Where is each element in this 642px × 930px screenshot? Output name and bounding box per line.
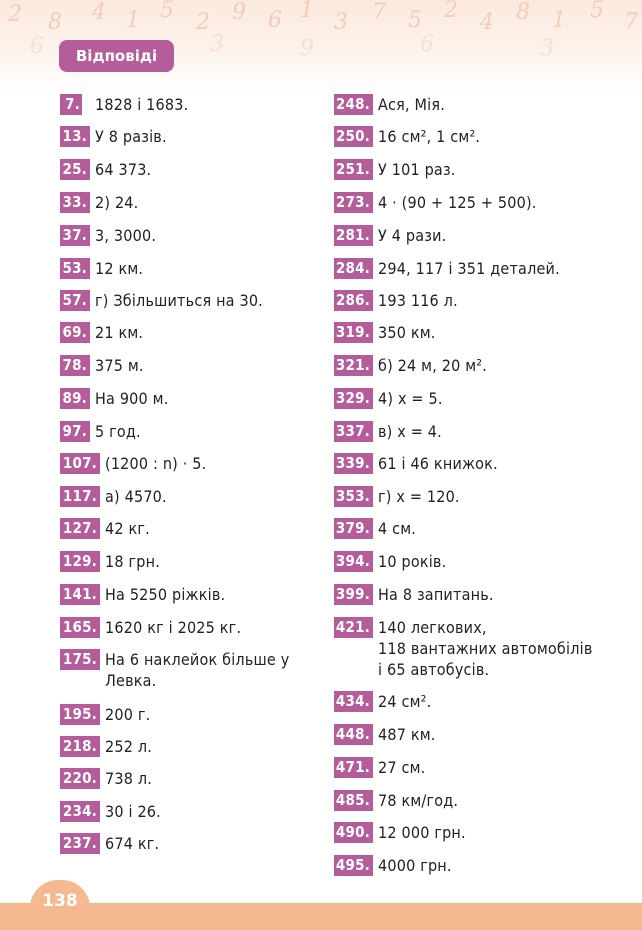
answer-item [334,225,446,246]
exercise-number-badge: 471. [334,757,373,778]
exercise-number-badge: 117. [60,486,100,507]
answer-item [60,736,152,757]
exercise-number-badge: 129. [60,551,100,572]
answer-item [334,518,416,539]
exercise-number-badge: 485. [334,790,373,811]
answer-text: 1620 кг і 2025 кг. [105,618,242,637]
answer-item [334,724,436,745]
answer-item [60,258,143,279]
exercise-number-badge: 273. [334,192,373,213]
exercise-number-badge: 251. [334,159,373,180]
answer-text: 24 см². [378,692,432,711]
answer-text: г) Збільшиться на 30. [95,291,263,310]
answer-item [334,159,456,180]
exercise-number-badge: 33. [60,192,90,213]
answer-text: 5 год. [95,422,141,441]
answer-text: 4 · (90 + 125 + 500). [378,193,537,212]
answer-item [334,192,537,213]
answer-text: г) x = 120. [378,487,460,506]
exercise-number-badge: 89. [60,388,90,409]
exercise-number-badge: 97. [60,421,90,442]
answer-item [60,617,241,638]
exercise-number-badge: 281. [334,225,373,246]
exercise-number-badge: 329. [334,388,373,409]
answer-text: 18 грн. [105,552,160,571]
exercise-number-badge: 195. [60,704,100,725]
exercise-number-badge: 399. [334,584,373,605]
exercise-number-badge: 13. [60,126,90,147]
answer-text: 252 л. [105,737,153,756]
decorative-digits-pattern: 2 8 4 1 5 2 9 6 1 3 7 5 2 4 8 1 5 7 6 3 9 6 3 [8,0,642,61]
answer-item [334,355,487,376]
answer-text: 375 м. [95,356,144,375]
exercise-number-badge: 53. [60,258,90,279]
answer-text: в) x = 4. [378,422,442,441]
exercise-number-badge: 394. [334,551,373,572]
exercise-number-badge: 141. [60,584,100,605]
answer-text: 10 років. [378,552,447,571]
answer-item [334,290,458,311]
answer-text: 487 км. [378,725,436,744]
answer-item [60,649,289,691]
answer-item [60,388,169,409]
exercise-number-badge: 78. [60,355,90,376]
exercise-number-badge: 337. [334,421,373,442]
page-number: 138 [30,880,90,926]
answer-text: 200 г. [105,705,151,724]
exercise-number-badge: 421. [334,617,373,638]
answer-text: 1828 і 1683. [95,95,189,114]
answer-item [334,584,494,605]
answer-item [334,453,498,474]
answer-item [334,486,460,507]
answer-item [60,94,188,115]
exercise-number-badge: 379. [334,518,373,539]
answer-item [60,355,144,376]
answer-item [60,704,150,725]
answer-text: 294, 117 і 351 деталей. [378,259,560,278]
answer-item [60,768,152,789]
answer-item [60,225,156,246]
answer-text: б) 24 м, 20 м². [378,356,488,375]
exercise-number-badge: 220. [60,768,100,789]
answer-item [60,551,160,572]
answer-text: 27 см. [378,758,426,777]
answer-text: 78 км/год. [378,791,459,810]
answer-text: а) 4570. [105,487,167,506]
answer-text: 21 км. [95,323,144,342]
exercise-number-badge: 495. [334,855,373,876]
answer-text: На 8 запитань. [378,585,494,604]
exercise-number-badge: 490. [334,822,373,843]
answer-text: На 6 наклейок більше у Левка. [105,650,290,690]
answer-text: На 5250 ріжків. [105,585,226,604]
answer-item [60,126,167,147]
exercise-number-badge: 319. [334,322,373,343]
answer-item [60,159,151,180]
answer-text: Ася, Мія. [378,95,446,114]
answer-item [334,691,431,712]
exercise-number-badge: 321. [334,355,373,376]
answer-item [60,584,225,605]
exercise-number-badge: 107. [60,453,100,474]
footer-band [0,903,642,930]
answer-text: У 4 рази. [378,226,447,245]
answer-text: 3, 3000. [95,226,157,245]
answer-item [60,518,150,539]
answer-item [334,94,445,115]
exercise-number-badge: 234. [60,801,100,822]
exercise-number-badge: 434. [334,691,373,712]
answer-item [334,322,436,343]
answer-item [334,790,458,811]
answer-text: 42 кг. [105,519,150,538]
answer-item [334,126,480,147]
exercise-number-badge: 25. [60,159,90,180]
answer-item [60,192,138,213]
exercise-number-badge: 286. [334,290,373,311]
answer-item [334,388,443,409]
answer-text: У 8 разів. [95,127,167,146]
exercise-number-badge: 250. [334,126,373,147]
exercise-number-badge: 448. [334,724,373,745]
answer-item [334,617,593,680]
exercise-number-badge: 339. [334,453,373,474]
answer-text: 16 см², 1 см². [378,127,481,146]
answer-text: На 900 м. [95,389,169,408]
answer-item [60,486,167,507]
answer-text: У 101 раз. [378,160,456,179]
answer-text: 140 легкових, 118 вантажних автомобілів і 65 автобусів. [378,618,593,679]
answer-text: 674 кг. [105,834,160,853]
exercise-number-badge: 284. [334,258,373,279]
exercise-number-badge: 218. [60,736,100,757]
exercise-number-badge: 7. [60,94,82,115]
answer-text: 4 см. [378,519,417,538]
answer-item [60,290,263,311]
answer-text: 193 116 л. [378,291,458,310]
exercise-number-badge: 237. [60,833,100,854]
exercise-number-badge: 57. [60,290,90,311]
answer-item [334,855,452,876]
answer-item [334,258,560,279]
answer-item [60,801,161,822]
exercise-number-badge: 69. [60,322,90,343]
answer-text: (1200 : n) · 5. [105,454,207,473]
answer-text: 30 і 26. [105,802,161,821]
answer-item [334,421,442,442]
answer-item [60,322,143,343]
answer-text: 12 км. [95,259,144,278]
answer-text: 12 000 грн. [378,823,466,842]
answer-text: 4000 грн. [378,856,452,875]
exercise-number-badge: 127. [60,518,100,539]
exercise-number-badge: 353. [334,486,373,507]
answer-item [334,757,425,778]
exercise-number-badge: 165. [60,617,100,638]
answer-text: 738 л. [105,769,153,788]
answer-text: 2) 24. [95,193,139,212]
answer-text: 4) x = 5. [378,389,443,408]
answer-item [60,453,206,474]
answer-item [334,551,446,572]
answer-item [334,822,466,843]
page-title: Відповіді [59,40,174,72]
exercise-number-badge: 248. [334,94,373,115]
answer-text: 350 км. [378,323,436,342]
answer-item [60,833,159,854]
exercise-number-badge: 175. [60,649,100,670]
answer-text: 64 373. [95,160,152,179]
answer-item [60,421,141,442]
answer-text: 61 і 46 книжок. [378,454,498,473]
exercise-number-badge: 37. [60,225,90,246]
